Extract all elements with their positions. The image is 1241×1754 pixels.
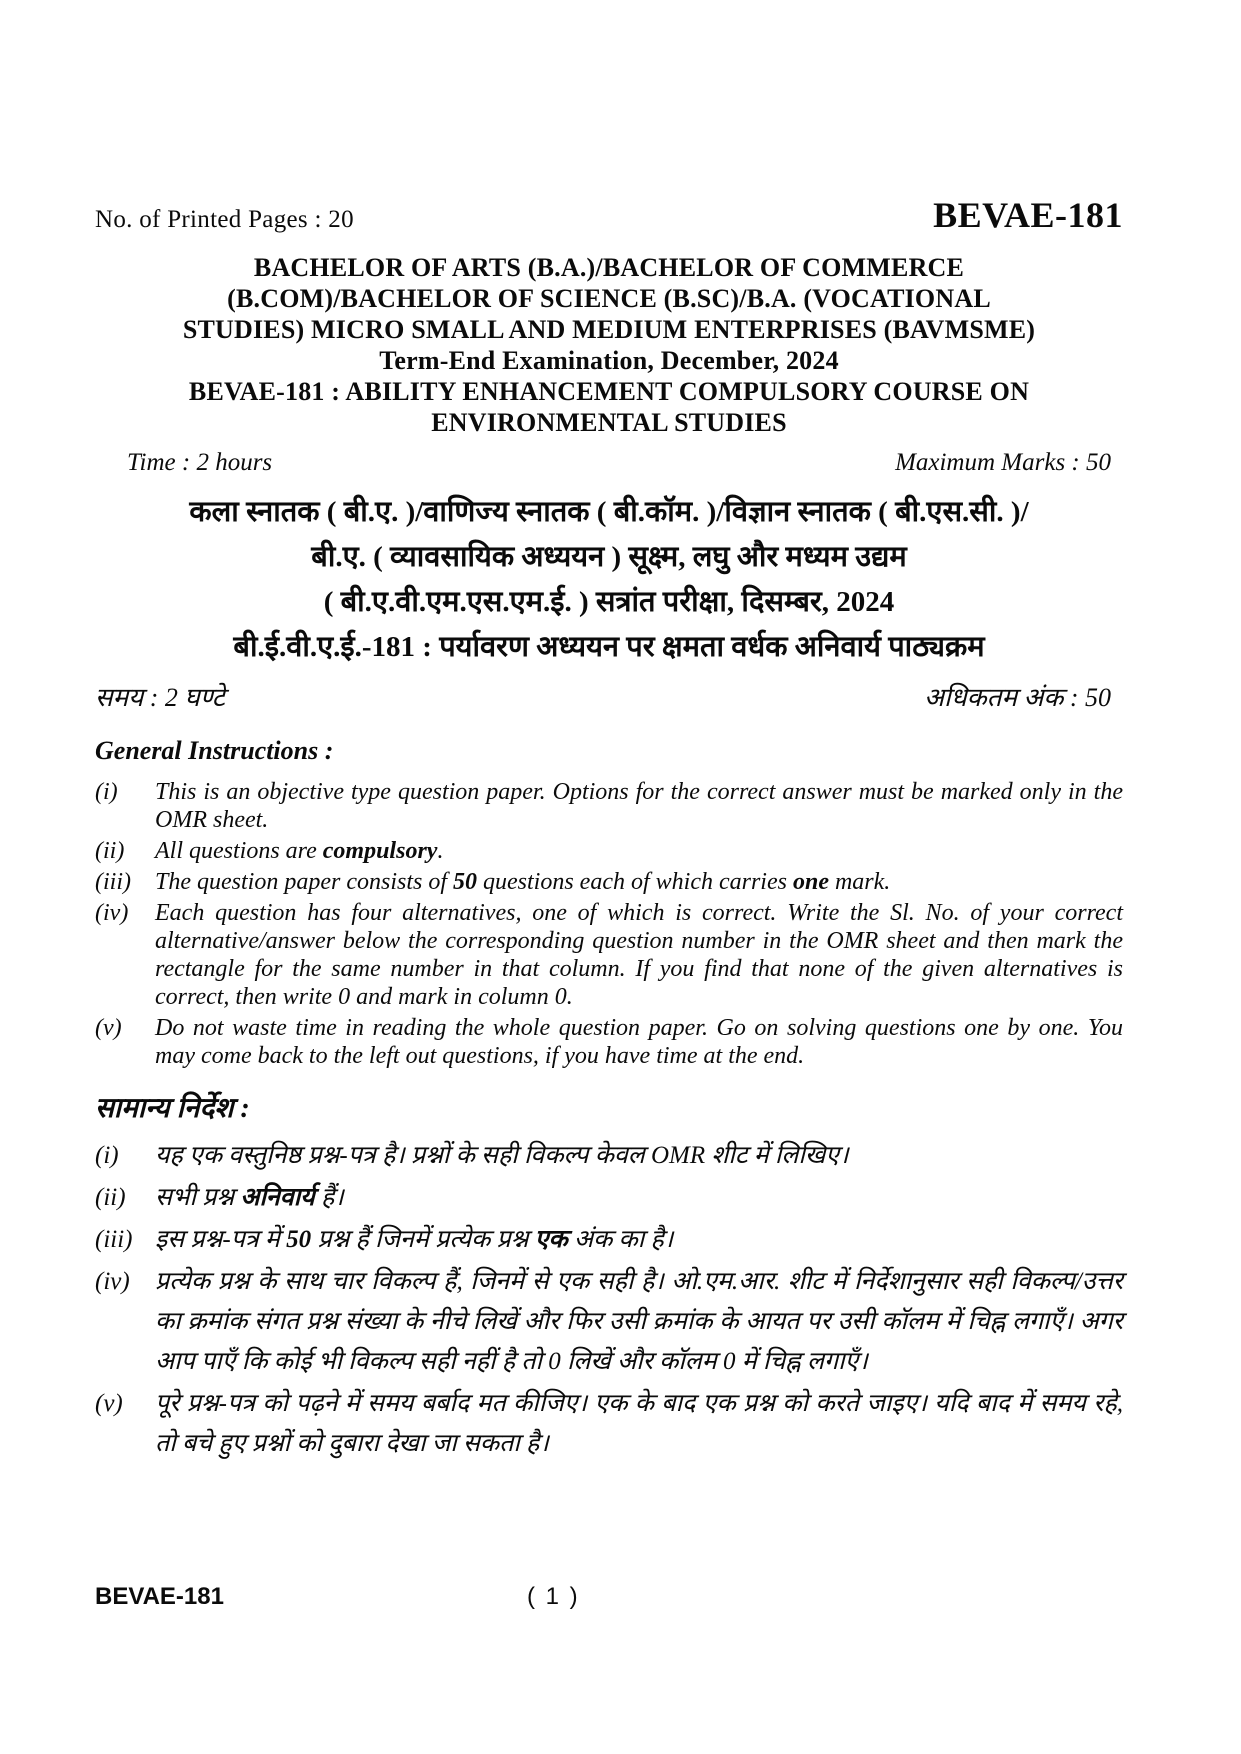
time-allowed-english: Time : 2 hours: [127, 449, 273, 476]
instruction-number: (iv): [95, 900, 129, 926]
instruction-item: [95, 868, 1123, 896]
time-marks-row-english: [95, 448, 1123, 478]
instruction-item: [95, 1136, 1123, 1176]
instruction-text: इस प्रश्न-पत्र में 50 प्रश्न हैं जिनमें प्रत्येक प्रश्न एक अंक का है।: [155, 1226, 674, 1253]
instructions-list-hindi: [95, 1136, 1123, 1464]
instruction-item: [95, 1262, 1123, 1382]
printed-pages-note: No. of Printed Pages : 20: [95, 206, 354, 233]
program-title-line-2: (B.COM)/BACHELOR OF SCIENCE (B.SC)/B.A. (VOCATIONAL: [227, 284, 991, 313]
instruction-item: [95, 778, 1123, 834]
instruction-text: प्रत्येक प्रश्न के साथ चार विकल्प हैं, जिनमें से एक सही है। ओ.एम.आर. शीट में निर्देशानुसार सही विकल्प/उत्तर का क्रमांक संगत प्रश्न संख्या के नीचे लिखें और फिर उसी क्रमांक के आयत पर उसी कॉलम में चिह्न लगाएँ। अगर आप पाएँ कि कोई भी विकल्प सही नहीं है तो 0 लिखें और कॉलम 0 में चिह्न लगाएँ।: [155, 1268, 1123, 1375]
hindi-program-title-line-2: बी.ए. ( व्यावसायिक अध्ययन ) सूक्ष्म, लघु और मध्यम उद्यम: [311, 541, 907, 573]
instruction-number: (ii): [95, 1184, 126, 1211]
instructions-list-english: [95, 778, 1123, 1070]
hindi-exam-session: ( बी.ए.वी.एम.एस.एम.ई. ) सत्रांत परीक्षा, दिसम्बर, 2024: [323, 586, 895, 618]
english-title-block: [95, 252, 1123, 438]
instruction-item: [95, 1178, 1123, 1218]
instruction-number: (v): [95, 1390, 123, 1417]
general-instructions-heading-hindi: सामान्य निर्देश :: [95, 1093, 250, 1124]
time-allowed-hindi: समय : 2 घण्टे: [95, 683, 225, 712]
instruction-number: (iv): [95, 1268, 130, 1295]
instruction-text: सभी प्रश्न अनिवार्य हैं।: [155, 1184, 344, 1211]
general-instructions-heading-english: General Instructions :: [95, 736, 334, 765]
program-title-line-3: STUDIES) MICRO SMALL AND MEDIUM ENTERPRISES (BAVMSME): [182, 315, 1036, 344]
footer-page-number: ( 1 ): [527, 1583, 580, 1610]
footer-paper-code: BEVAE-181: [95, 1583, 224, 1610]
hindi-title-block: [95, 490, 1123, 670]
instruction-text: All questions are compulsory.: [155, 838, 444, 864]
instruction-number: (iii): [95, 869, 131, 895]
instruction-number: (i): [95, 779, 118, 805]
time-marks-row-hindi: [95, 682, 1123, 714]
page-content: [95, 0, 1123, 1466]
instruction-item: [95, 1014, 1123, 1070]
course-title-line-1: BEVAE-181 : ABILITY ENHANCEMENT COMPULSORY COURSE ON: [188, 377, 1030, 406]
instruction-text: Do not waste time in reading the whole question paper. Go on solving questions one by one. You may come back to the left out questions, if you have time at the end.: [155, 1015, 1123, 1069]
instruction-text: यह एक वस्तुनिष्ठ प्रश्न-पत्र है। प्रश्नों के सही विकल्प केवल OMR शीट में लिखिए।: [155, 1142, 849, 1169]
instruction-number: (v): [95, 1015, 122, 1041]
instruction-text: Each question has four alternatives, one of which is correct. Write the Sl. No. of your correct alternative/answer below the corresponding question number in the OMR sheet and then mark the rectangle for the same number in that column. If you find that none of the given alternatives is correct, then write 0 and mark in column 0.: [155, 900, 1123, 1010]
instruction-text: पूरे प्रश्न-पत्र को पढ़ने में समय बर्बाद मत कीजिए। एक के बाद एक प्रश्न को करते जाइए। यदि बाद में समय रहे, तो बचे हुए प्रश्नों को दुबारा देखा जा सकता है।: [155, 1390, 1123, 1457]
instruction-text: This is an objective type question paper. Options for the correct answer must be marked only in the OMR sheet.: [155, 779, 1123, 833]
instruction-number: (ii): [95, 838, 125, 864]
instruction-number: (i): [95, 1142, 119, 1169]
exam-session: Term-End Examination, December, 2024: [379, 346, 839, 375]
paper-code-header: BEVAE-181: [933, 195, 1123, 235]
instruction-text: The question paper consists of 50 questions each of which carries one mark.: [155, 869, 891, 895]
instruction-item: [95, 837, 1123, 865]
program-title-line-1: BACHELOR OF ARTS (B.A.)/BACHELOR OF COMMERCE: [253, 253, 965, 282]
page-header: [95, 0, 1123, 236]
maximum-marks-english: Maximum Marks : 50: [895, 449, 1111, 476]
hindi-program-title-line-1: कला स्नातक ( बी.ए. )/वाणिज्य स्नातक ( बी.कॉम. )/विज्ञान स्नातक ( बी.एस.सी. )/: [189, 496, 1029, 528]
hindi-course-title: बी.ई.वी.ए.ई.-181 : पर्यावरण अध्ययन पर क्षमता वर्धक अनिवार्य पाठ्यक्रम: [233, 631, 985, 663]
instruction-number: (iii): [95, 1226, 133, 1253]
instruction-item: [95, 1220, 1123, 1260]
instruction-item: [95, 1384, 1123, 1464]
instruction-item: [95, 899, 1123, 1011]
course-title-line-2: ENVIRONMENTAL STUDIES: [431, 408, 787, 437]
maximum-marks-hindi: अधिकतम अंक : 50: [924, 683, 1111, 712]
